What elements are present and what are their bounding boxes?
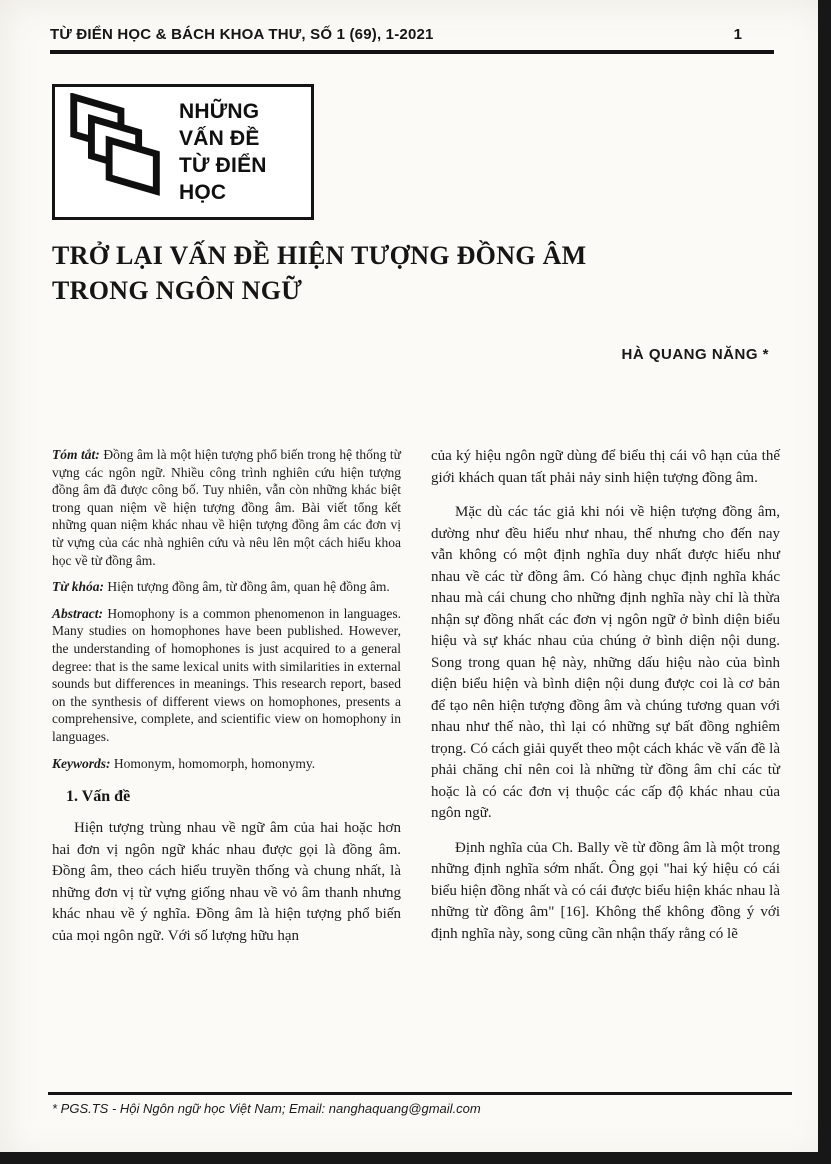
author-name: HÀ QUANG NĂNG * xyxy=(621,346,769,363)
logo-line: TỪ ĐIỂN xyxy=(179,154,267,177)
keywords-en-label: Keywords: xyxy=(52,755,111,771)
article-title-line1: TRỞ LẠI VẤN ĐỀ HIỆN TƯỢNG ĐỒNG ÂM xyxy=(52,241,587,270)
left-column xyxy=(52,446,401,958)
scan-edge-bottom xyxy=(0,1152,831,1164)
keywords-vi-label: Từ khóa: xyxy=(52,579,104,595)
paragraph: Định nghĩa của Ch. Bally về từ đồng âm là một trong những định nghĩa sớm nhất. Ông gọi "hai ký hiệu có cái biểu hiện đồng nhất và có cái được biểu hiện khác nhau là những từ đồng âm" [16]. Không thể không đồng ý với định nghĩa này, song cũng cần nhận thấy rằng có lẽ xyxy=(431,839,780,942)
author-footnote: * PGS.TS - Hội Ngôn ngữ học Việt Nam; Email: nanghaquang@gmail.com xyxy=(52,1101,481,1116)
abstract-en-text: Homophony is a common phenomenon in languages. Many studies on homophones have been published. However, the understanding of homophones is just acquired to a general degree: that is the same lexical units with similarities in external sounds but differences in meanings. This research report, based on the synthesis of different views on homophones, presents a comprehensive, complete, and scientific view on homophony in languages. xyxy=(52,605,401,744)
keywords-en-text: Homonym, homomorph, homonymy. xyxy=(110,755,316,771)
page-header xyxy=(50,26,774,54)
paragraph: Mặc dù các tác giả khi nói về hiện tượng đồng âm, dường như đều hiểu như nhau, thế nhưng cho đến nay vẫn không có một định nghĩa duy nhất được hiểu như nhau về các từ đồng âm. Có hàng chục định nghĩa khác nhau mà cái chung cho những định nghĩa này chỉ là thừa nhận sự đồng nhất các đơn vị ngôn ngữ ở bình diện biểu hiệu và sự khác nhau của chúng ở bình diện nội dung. Song trong quan hệ này, những dấu hiệu nào của bình diện biểu hiện và bình diện nội dung được coi là cơ bản để tạo nên hiện tượng đồng âm và chúng tương quan với nhau như thế nào, thì lại có những sự bất đồng nghiêm trọng. Có cách giải quyết theo một cách khác về vấn đề là phải chăng chỉ nên coi là những từ đồng âm chỉ các từ hoặc là có các đơn vị thuộc các cấp độ khác nhau của ngôn ngữ. xyxy=(431,504,780,821)
right-column xyxy=(431,446,780,958)
logo-line: VẤN ĐỀ xyxy=(179,127,260,150)
logo-line: NHỮNG xyxy=(179,100,260,123)
abstract-en-label: Abstract: xyxy=(52,605,104,621)
scan-edge-right xyxy=(818,0,831,1164)
footnote-divider xyxy=(48,1092,792,1095)
section-1-paragraph: Hiện tượng trùng nhau về ngữ âm của hai hoặc hơn hai đơn vị ngôn ngữ khác nhau được gọi là đồng âm. Đồng âm, theo cách hiểu truyền thống và chung nhất, là những đơn vị từ vựng giống nhau về vỏ âm thanh nhưng khác nhau về ý nghĩa. Đồng âm là hiện tượng phổ biến của mọi ngôn ngữ. Với số lượng hữu hạn xyxy=(52,820,401,944)
journal-title: TỪ ĐIỂN HỌC & BÁCH KHOA THƯ, SỐ 1 (69), 1-2021 xyxy=(50,26,434,43)
article-body xyxy=(52,446,780,958)
article-title xyxy=(52,238,712,308)
page-number: 1 xyxy=(733,26,742,43)
section-1-heading: 1. Vấn đề xyxy=(66,788,131,806)
keywords-en xyxy=(52,755,401,773)
keywords-vi xyxy=(52,578,401,596)
abstract-vi xyxy=(52,446,401,569)
abstract-vi-text: Đồng âm là một hiện tượng phổ biến trong hệ thống từ vựng các ngôn ngữ. Nhiều công trình nghiên cứu hiện tượng đồng âm đã được công bố. Tuy nhiên, vẫn còn những khác biệt trong quan niệm về hiện tượng đồng âm. Bài viết tổng kết những quan niệm khác nhau về hiện tượng đồng âm các đơn vị từ vựng của các nhà nghiên cứu và nêu lên một cách hiểu khoa học về từ đồng âm. xyxy=(52,447,401,568)
abstract-en xyxy=(52,605,401,746)
paragraph: của ký hiệu ngôn ngữ dùng để biểu thị cái vô hạn của thế giới khách quan tất phải nảy sinh hiện tượng đồng âm. xyxy=(431,448,780,486)
journal-section-logo xyxy=(52,84,314,220)
logo-line: HỌC xyxy=(179,181,227,204)
article-title-line2: TRONG NGÔN NGỮ xyxy=(52,276,303,305)
keywords-vi-text: Hiện tượng đồng âm, từ đồng âm, quan hệ đồng âm. xyxy=(103,579,390,595)
books-icon xyxy=(63,93,171,211)
abstract-vi-label: Tóm tắt: xyxy=(52,447,100,462)
logo-text xyxy=(179,98,267,206)
